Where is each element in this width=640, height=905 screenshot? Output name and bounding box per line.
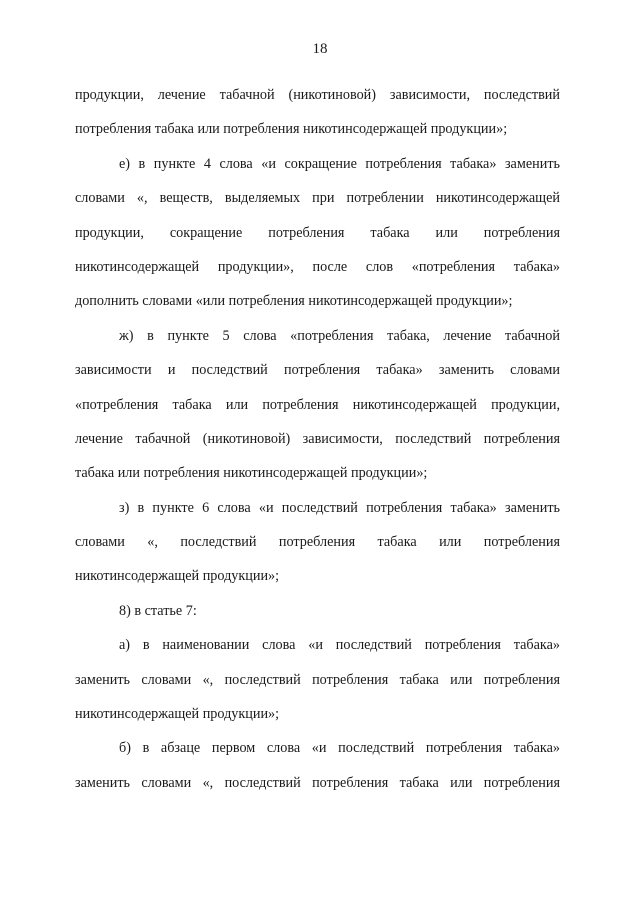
text-line: «потребления табака или потребления никотинсодержащей продукции,: [75, 396, 560, 413]
text-line: табака или потребления никотинсодержащей продукции»;: [75, 465, 428, 482]
text-line: е) в пункте 4 слова «и сокращение потребления табака» заменить: [119, 155, 560, 172]
text-line: з) в пункте 6 слова «и последствий потребления табака» заменить: [119, 499, 560, 516]
text-line: а) в наименовании слова «и последствий потребления табака»: [119, 637, 560, 654]
text-line: продукции, лечение табачной (никотиновой) зависимости, последствий: [75, 87, 560, 103]
text-line: никотинсодержащей продукции», после слов «потребления табака»: [75, 258, 560, 275]
text-line: 8) в статье 7:: [119, 602, 197, 619]
text-line: б) в абзаце первом слова «и последствий потребления табака»: [119, 740, 560, 757]
text-line: никотинсодержащей продукции»;: [75, 706, 280, 723]
page-number: 18: [312, 41, 328, 57]
text-line: лечение табачной (никотиновой) зависимости, последствий потребления: [75, 430, 560, 447]
text-line: потребления табака или потребления никотинсодержащей продукции»;: [75, 121, 508, 138]
text-line: словами «, веществ, выделяемых при потреблении никотинсодержащей: [75, 190, 560, 207]
text-line: дополнить словами «или потребления никотинсодержащей продукции»;: [75, 293, 513, 310]
text-line: никотинсодержащей продукции»;: [75, 568, 280, 585]
text-line: заменить словами «, последствий потребления табака или потребления: [75, 774, 560, 791]
text-line: словами «, последствий потребления табака или потребления: [75, 534, 560, 551]
text-line: ж) в пункте 5 слова «потребления табака, лечение табачной: [119, 327, 560, 344]
text-line: заменить словами «, последствий потребления табака или потребления: [75, 671, 560, 688]
text-line: зависимости и последствий потребления табака» заменить словами: [75, 362, 560, 379]
text-line: продукции, сокращение потребления табака или потребления: [75, 224, 560, 241]
body-text: [75, 78, 560, 800]
